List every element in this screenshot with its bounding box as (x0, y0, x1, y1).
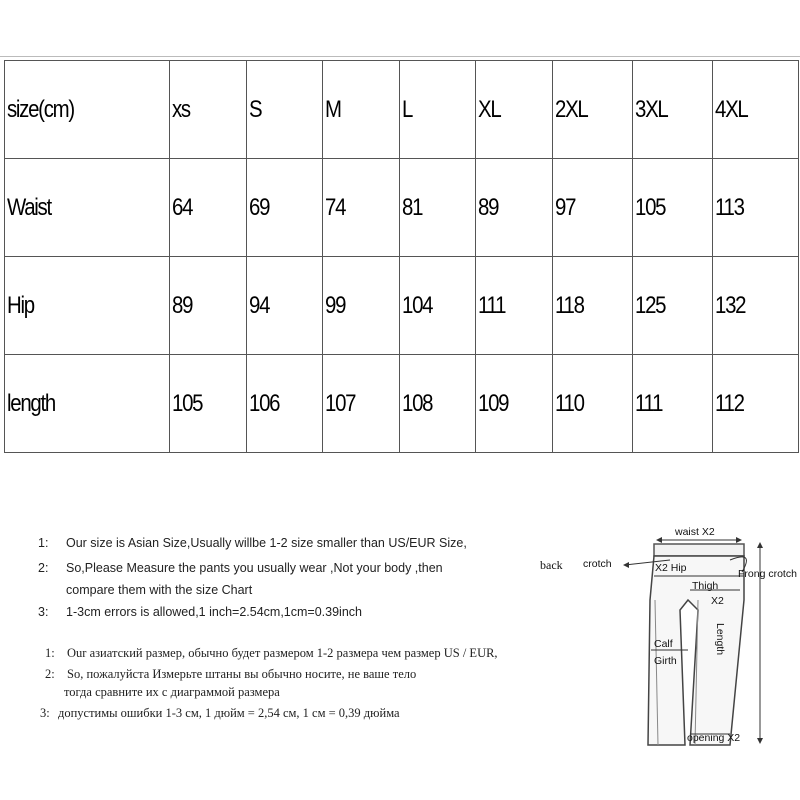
cell-text: 105 (172, 389, 203, 417)
table-cell (323, 355, 400, 453)
note-en-2-cont: compare them with the size Chart (66, 583, 253, 597)
table-cell (476, 355, 553, 453)
diagram-label-thigh: Thigh (692, 580, 719, 592)
diagram-label-calf: Calf (654, 638, 673, 650)
cell-text: 118 (555, 291, 584, 319)
cell-text: length (7, 389, 55, 417)
cell-text: 74 (325, 193, 346, 221)
cell-text: 108 (402, 389, 433, 417)
cell-text: 94 (249, 291, 270, 319)
table-cell (170, 355, 247, 453)
cell-text: Waist (7, 193, 51, 221)
table-row-hip (5, 257, 799, 355)
table-cell (713, 159, 799, 257)
cell-text: 4XL (715, 95, 748, 123)
table-header-cell (633, 61, 713, 159)
table-header-cell (247, 61, 323, 159)
cell-text: M (325, 95, 341, 123)
table-row-label (5, 257, 170, 355)
note-en-3: 3: 1-3cm errors is allowed,1 inch=2.54cm,1cm=0.39inch (38, 605, 362, 619)
cell-text: 3XL (635, 95, 668, 123)
diagram-label-hip: X2 Hip (655, 562, 687, 574)
table-cell (553, 159, 633, 257)
table-header-row (5, 61, 799, 159)
note-en-1: 1: Our size is Asian Size,Usually willbe 1-2 size smaller than US/EUR Size, (38, 536, 467, 550)
table-cell (323, 159, 400, 257)
cell-text: 64 (172, 193, 193, 221)
table-row-waist (5, 159, 799, 257)
cell-text: 2XL (555, 95, 588, 123)
cell-text: 107 (325, 389, 356, 417)
table-row-label (5, 159, 170, 257)
cell-text: 89 (478, 193, 499, 221)
note-ru-1: 1: Our азиатский размер, обычно будет размером 1-2 размера чем размер US / EUR, (45, 646, 498, 660)
diagram-label-thigh-x2: X2 (711, 595, 724, 607)
diagram-label-front-crotch: Frong crotch (738, 568, 797, 580)
table-cell (400, 355, 476, 453)
top-divider (0, 56, 800, 57)
table-header-cell (400, 61, 476, 159)
cell-text: xs (172, 95, 190, 123)
table-header-cell (476, 61, 553, 159)
table-cell (247, 159, 323, 257)
cell-text: 113 (715, 193, 744, 221)
cell-text: 112 (715, 389, 744, 417)
table-cell (400, 159, 476, 257)
table-row-length (5, 355, 799, 453)
cell-text: Hip (7, 291, 34, 319)
cell-text: 111 (635, 389, 663, 417)
cell-text: 109 (478, 389, 509, 417)
table-cell (713, 355, 799, 453)
cell-text: XL (478, 95, 501, 123)
table-cell (170, 257, 247, 355)
table-cell (247, 257, 323, 355)
table-cell (476, 159, 553, 257)
table-header-cell (5, 61, 170, 159)
cell-text: L (402, 95, 413, 123)
diagram-label-length: Length (714, 623, 726, 656)
table-cell (633, 159, 713, 257)
note-ru-2-cont: тогда сравните их с диаграммой размера (64, 685, 280, 699)
note-ru-3: 3: допустимы ошибки 1-3 см, 1 дюйм = 2,54 см, 1 см = 0,39 дюйма (40, 706, 400, 720)
table-cell (633, 355, 713, 453)
table-cell (247, 355, 323, 453)
diagram-label-opening: opening X2 (687, 732, 741, 744)
table-cell (633, 257, 713, 355)
cell-text: 89 (172, 291, 193, 319)
table-cell (170, 159, 247, 257)
table-cell (323, 257, 400, 355)
diagram-label-girth: Girth (654, 655, 677, 667)
cell-text: 106 (249, 389, 280, 417)
table-header-cell (713, 61, 799, 159)
table-cell (476, 257, 553, 355)
table-cell (400, 257, 476, 355)
table-header-cell (323, 61, 400, 159)
size-chart-table (4, 60, 799, 453)
pants-measurement-diagram (530, 520, 800, 750)
cell-text: 110 (555, 389, 584, 417)
table-header-cell (553, 61, 633, 159)
note-en-2: 2: So,Please Measure the pants you usually wear ,Not your body ,then (38, 561, 443, 575)
table-header-cell (170, 61, 247, 159)
diagram-label-waist: waist X2 (675, 526, 715, 538)
cell-text: 81 (402, 193, 423, 221)
cell-text: 97 (555, 193, 576, 221)
table-row-label (5, 355, 170, 453)
cell-text: 99 (325, 291, 346, 319)
table-cell (553, 355, 633, 453)
cell-text: 69 (249, 193, 270, 221)
cell-text: size(cm) (7, 95, 74, 123)
table-cell (713, 257, 799, 355)
diagram-label-back: back (540, 558, 563, 572)
diagram-label-crotch: crotch (583, 558, 612, 570)
cell-text: 105 (635, 193, 666, 221)
cell-text: 104 (402, 291, 433, 319)
cell-text: S (249, 95, 262, 123)
pants-outline-icon (530, 520, 800, 750)
cell-text: 132 (715, 291, 746, 319)
cell-text: 125 (635, 291, 666, 319)
table-cell (553, 257, 633, 355)
cell-text: 111 (478, 291, 506, 319)
note-ru-2: 2: So, пожалуйста Измерьте штаны вы обычно носите, не ваше тело (45, 667, 417, 681)
